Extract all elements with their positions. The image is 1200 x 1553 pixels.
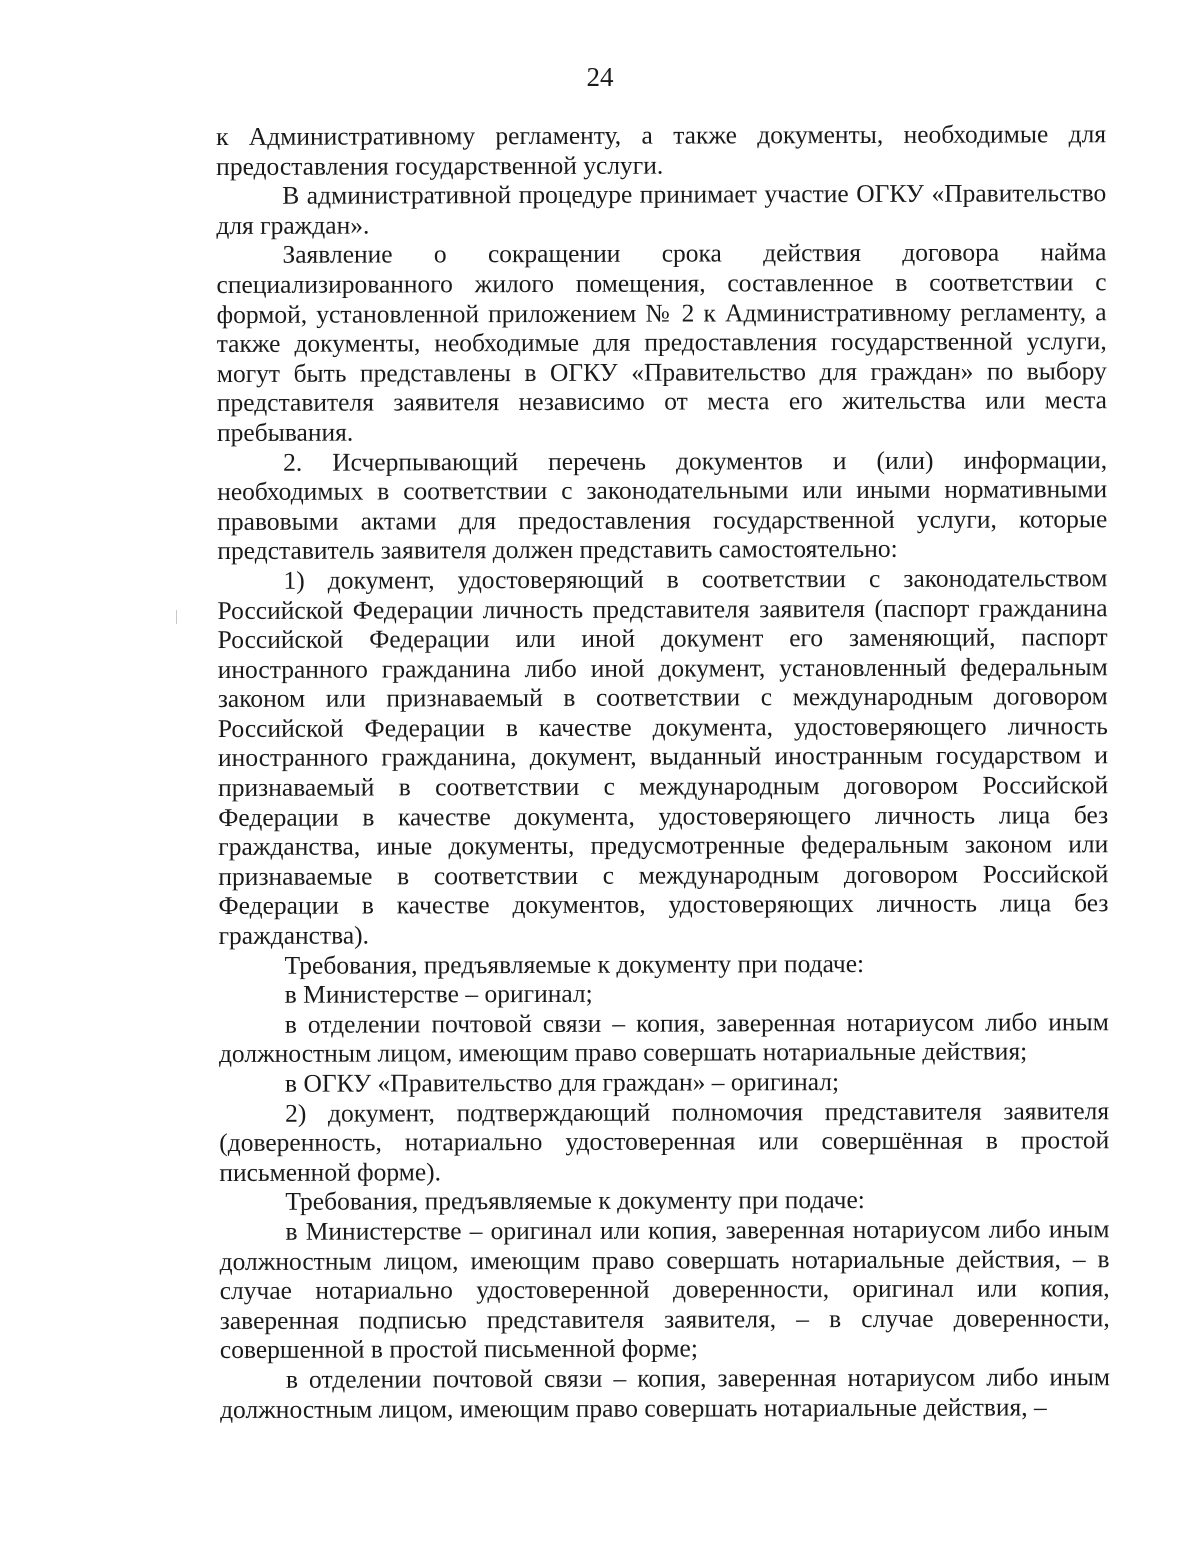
paragraph-ministry-original: в Министерстве – оригинал; <box>284 979 593 1010</box>
paragraph-continuation: к Административному регламенту, а также документы, необходимые для предоставления государственной услуги. <box>216 119 1107 181</box>
paragraph-ogku-original: в ОГКУ «Правительство для граждан» – оригинал; <box>284 1067 840 1098</box>
paragraph-ministry-original-or-copy: в Министерстве – оригинал или копия, заверенная нотариусом либо иным должностным лицом, имеющим право совершать нотариальные действия, – в случае нотариально удостоверенной доверенности, оригинал или копия, заверенная подписью представителя заявителя, – в случае доверенности, совершенной в простой письменной форме; <box>219 1214 1110 1365</box>
paragraph-requirements-heading: Требования, предъявляемые к документу при подаче: <box>284 948 865 980</box>
paragraph-item-2-power-of-attorney: 2) документ, подтверждающий полномочия представителя заявителя (доверенность, нотариально удостоверенная или совершённая в простой письменной форме). <box>219 1095 1110 1187</box>
scan-margin-mark <box>176 610 177 624</box>
paragraph-item-1-identity-document: 1) документ, удостоверяющий в соответствии с законодательством Российской Федерации личность представителя заявителя (паспорт гражданина Российской Федерации или иной документ его заменяющий, паспорт иностранного гражданина либо иной документ, установленный федеральным законом или признаваемый в соответствии с международным договором Российской Федерации в качестве документа, удостоверяющего личность иностранного гражданина, документ, выданный иностранным государством и признаваемый в соответствии с международным договором Российской Федерации в качестве документа, удостоверяющего личность лица без гражданства, иные документы, предусмотренные федеральным законом или признаваемые в соответствии с международным договором Российской Федерации в качестве документов, удостоверяющих личность лица без гражданства). <box>217 563 1109 951</box>
paragraph-participation: В административной процедуре принимает участие ОГКУ «Правительство для граждан». <box>216 178 1107 240</box>
paragraph-post-office-copy-2: в отделении почтовой связи – копия, заверенная нотариусом либо иным должностным лицом, имеющим право совершать нотариальные действия, – <box>219 1362 1110 1424</box>
paragraph-application: Заявление о сокращении срока действия договора найма специализированного жилого помещения, составленное в соответствии с формой, установленной приложением № 2 к Административному регламенту, а также документы, необходимые для предоставления государственной услуги, могут быть представлены в ОГКУ «Правительство для граждан» по выбору представителя заявителя независимо от места его жительства или места пребывания. <box>216 237 1107 447</box>
page-number: 24 <box>586 62 614 92</box>
paragraph-requirements-heading-2: Требования, предъявляемые к документу при подаче: <box>285 1185 865 1217</box>
paragraph-post-office-copy: в отделении почтовой связи – копия, заверенная нотариусом либо иным должностным лицом, имеющим право совершать нотариальные действия; <box>218 1007 1109 1069</box>
paragraph-document-list: 2. Исчерпывающий перечень документов и (или) информации, необходимых в соответствии с законодательными или иными нормативными правовыми актами для предоставления государственной услуги, которые представитель заявителя должен представить самостоятельно: <box>217 444 1108 566</box>
document-body <box>216 119 1110 1424</box>
